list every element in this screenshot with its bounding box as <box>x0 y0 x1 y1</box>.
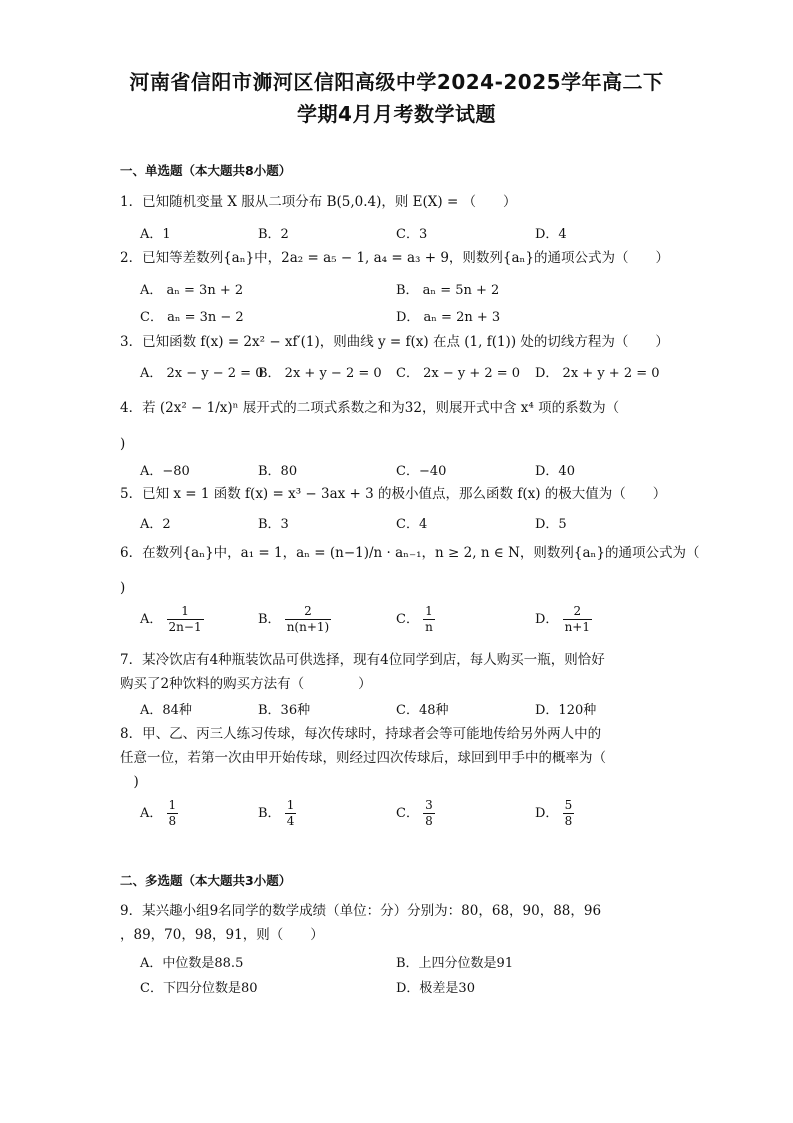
q6-a-numerator: 1 <box>167 604 204 620</box>
q6-option-a <box>140 604 204 635</box>
q3-option-d: D． 2x + y + 2 = 0 <box>535 366 660 381</box>
question-4-continuation: ) <box>120 436 126 452</box>
q8-c-numerator: 3 <box>425 798 433 812</box>
question-6-continuation: ) <box>120 580 126 596</box>
q6-b-numerator: 2 <box>285 604 332 620</box>
question-3: 3．已知函数 f(x) = 2x² − xf′(1)，则曲线 y = f(x) 在点 (1, f(1)) 处的切线方程为（ ） <box>120 334 669 350</box>
q8-option-d <box>535 798 574 829</box>
q2-option-a: A． aₙ = 3n + 2 <box>140 283 244 298</box>
question-8-line1: 8．甲、乙、丙三人练习传球，每次传球时，持球者会等可能地传给另外两人中的 <box>120 726 602 742</box>
q8-option-c-fraction <box>423 798 435 829</box>
q8-d-numerator: 5 <box>564 798 573 812</box>
q6-option-b <box>258 604 331 635</box>
question-4: 4．若 (2x² − 1/x)ⁿ 展开式的二项式系数之和为32，则展开式中含 x⁴ 项的系数为（ <box>120 400 620 416</box>
q5-option-b: B．3 <box>258 517 289 532</box>
q3-option-a: A． 2x − y − 2 = 0 <box>140 366 264 381</box>
q6-option-b-fraction <box>285 604 332 635</box>
q6-b-denominator: n(n+1) <box>286 620 330 634</box>
exam-title-line2: 学期4月月考数学试题 <box>297 102 496 126</box>
q6-option-c-label: C． <box>396 612 419 627</box>
q8-d-denominator: 8 <box>564 814 573 828</box>
question-2: 2．已知等差数列{aₙ}中，2a₂ = a₅ − 1, a₄ = a₃ + 9，则数列{aₙ}的通项公式为（ ） <box>120 250 669 266</box>
q7-option-a: A．84种 <box>140 703 192 718</box>
q4-option-d: D．40 <box>535 464 575 479</box>
q8-option-d-fraction <box>563 798 575 829</box>
q7-option-d: D．120种 <box>535 703 597 718</box>
q8-c-denominator: 8 <box>425 814 433 828</box>
q3-option-c: C． 2x − y + 2 = 0 <box>396 366 521 381</box>
question-9-line1: 9．某兴趣小组9名同学的数学成绩（单位：分）分别为：80，68，90，88，96 <box>120 903 602 919</box>
question-5: 5．已知 x = 1 函数 f(x) = x³ − 3ax + 3 的极小值点，那么函数 f(x) 的极大值为（ ） <box>120 486 667 502</box>
q8-a-denominator: 8 <box>168 814 177 828</box>
q6-option-d-label: D． <box>535 612 559 627</box>
q6-option-d-fraction <box>563 604 592 635</box>
q3-option-b: B． 2x + y − 2 = 0 <box>258 366 382 381</box>
q1-option-c: C．3 <box>396 227 428 242</box>
q6-option-b-label: B． <box>258 612 281 627</box>
q8-a-numerator: 1 <box>168 798 177 812</box>
section-multi-choice-heading: 二、多选题（本大题共3小题） <box>120 873 292 888</box>
q6-d-numerator: 2 <box>563 604 592 620</box>
q8-option-a-label: A． <box>140 806 163 821</box>
q6-option-d <box>535 604 592 635</box>
q7-option-c: C．48种 <box>396 703 449 718</box>
question-1: 1．已知随机变量 X 服从二项分布 B(5,0.4)，则 E(X) = （ ） <box>120 194 517 210</box>
question-7-line2: 购买了2种饮料的购买方法有（ ） <box>120 676 372 692</box>
question-7-line1: 7．某冷饮店有4种瓶装饮品可供选择，现有4位同学到店，每人购买一瓶，则恰好 <box>120 652 605 668</box>
q6-option-a-label: A． <box>140 612 163 627</box>
q6-a-denominator: 2n−1 <box>168 620 202 634</box>
q8-option-b <box>258 798 296 829</box>
q8-option-b-fraction <box>285 798 297 829</box>
q5-option-c: C．4 <box>396 517 428 532</box>
q4-option-a: A．−80 <box>140 464 190 479</box>
q8-option-b-label: B． <box>258 806 281 821</box>
q9-option-d: D．极差是30 <box>396 981 475 996</box>
q8-option-c-label: C． <box>396 806 419 821</box>
q8-option-c <box>396 798 435 829</box>
section-single-choice-heading: 一、单选题（本大题共8小题） <box>120 163 292 178</box>
q9-option-b: B．上四分位数是91 <box>396 956 514 971</box>
question-8-line2: 任意一位，若第一次由甲开始传球，则经过四次传球后，球回到甲手中的概率为（ <box>120 750 606 766</box>
q8-option-d-label: D． <box>535 806 559 821</box>
q4-option-c: C．−40 <box>396 464 447 479</box>
q6-option-c-fraction <box>423 604 435 635</box>
q9-option-a: A．中位数是88.5 <box>140 956 244 971</box>
q8-option-a <box>140 798 178 829</box>
q9-option-c: C．下四分位数是80 <box>140 981 258 996</box>
q6-option-a-fraction <box>167 604 204 635</box>
q1-option-b: B．2 <box>258 227 289 242</box>
q8-b-numerator: 1 <box>286 798 295 812</box>
q2-option-b: B． aₙ = 5n + 2 <box>396 283 500 298</box>
q7-option-b: B．36种 <box>258 703 311 718</box>
q2-option-c: C． aₙ = 3n − 2 <box>140 310 244 325</box>
q8-b-denominator: 4 <box>286 814 295 828</box>
q1-option-a: A．1 <box>140 227 171 242</box>
q2-option-d: D． aₙ = 2n + 3 <box>396 310 501 325</box>
q6-c-numerator: 1 <box>423 604 435 620</box>
question-6: 6．在数列{aₙ}中，a₁ = 1，aₙ = (n−1)/n · aₙ₋₁，n ≥ 2, n ∈ N，则数列{aₙ}的通项公式为（ <box>120 545 700 561</box>
exam-title-line1: 河南省信阳市浉河区信阳高级中学2024-2025学年高二下 <box>129 70 664 94</box>
q6-d-denominator: n+1 <box>564 620 590 634</box>
q8-option-a-fraction <box>167 798 179 829</box>
q1-option-d: D．4 <box>535 227 567 242</box>
question-8-line3: ) <box>120 774 139 790</box>
q6-option-c <box>396 604 435 635</box>
q5-option-a: A．2 <box>140 517 171 532</box>
q5-option-d: D．5 <box>535 517 567 532</box>
q6-c-denominator: n <box>425 620 433 634</box>
q4-option-b: B．80 <box>258 464 298 479</box>
question-9-line2: ，89，70，98，91，则（ ） <box>120 927 324 943</box>
